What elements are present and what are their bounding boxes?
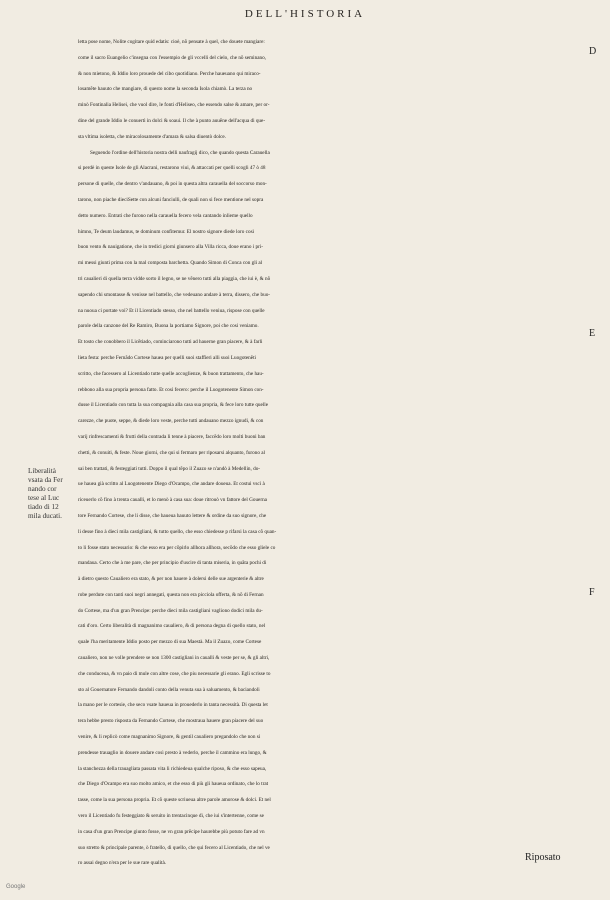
text-line: sta vltima isoletta, che miracolosamente d'amara & salsa diuentò dolce. bbox=[78, 133, 227, 140]
text-line: la mano per le cortesie, che seco vsate haueua in prouederlo in tanta necessità. Di questa let bbox=[78, 702, 268, 709]
margin-letter-f: F bbox=[589, 587, 595, 598]
running-header: DELL'HISTORIA bbox=[244, 8, 366, 20]
text-line: na nuoua ci portate voi? Et il Licentiado stesso, che nel battello veniua, rispose con quelle bbox=[78, 307, 265, 314]
margin-note-line: tese al Luc bbox=[28, 494, 60, 502]
text-line: to li fosse stato necessario: & che esso era per cõpirlo allhora allhora, secõdo che esso gliele co bbox=[78, 544, 276, 551]
text-line: suo stretto & principale parente, ò fratello, di quello, che qui fecero al Licentiado, che nel ve bbox=[78, 844, 270, 851]
text-line: quale l'ha meritamente Iddio posto per mezzo di sua Maestà. Ma il Zuazo, come Cortese bbox=[78, 639, 262, 646]
text-line: in casa d'un gran Prencipe giunto fosse, ne vn gran prẽcipe haurebbe più potuto fare ad vn bbox=[78, 828, 265, 835]
margin-letter-e: E bbox=[589, 328, 596, 339]
text-line: tera hebbe presto risposta da Fernando Cortese, che mostraua hauere gran piacere del suo bbox=[78, 718, 264, 725]
text-line: tarono, non piache dieciSette con alcuni fanciulli, de quali non si fece mentione nel sopra bbox=[78, 196, 264, 203]
text-line: ro assai degno n'era per le sue rare qualità. bbox=[78, 860, 167, 867]
text-line: dusse il Licentiado con tutta la sua compagnia alla casa sua propria, & fece loro tutte quelle bbox=[78, 402, 268, 409]
body-text bbox=[78, 35, 586, 872]
margin-note-line: nando cor bbox=[28, 485, 57, 493]
text-line: mi messi giunti prima con la mal composta barchetta. Quando Simon di Conca con gli al bbox=[78, 260, 263, 267]
text-line: vero il Licentiado fu festeggiato & seruito in trentacinque dì, che iui s'intertenne, come se bbox=[78, 813, 264, 820]
text-line: himno, Te deum laudamus, te dominum confitemur. El nostro signore diede loro così bbox=[78, 228, 255, 235]
text-line: mandaua. Certo che à me pare, che per principio d'uscire di tanta miseria, in quãta pochi di bbox=[78, 560, 267, 567]
text-line: robe perdute con tanti suoi negri annegati, questa non era picciola offerta, & nõ di Fernan bbox=[78, 591, 264, 598]
text-line: la stanchezza della trauagliata passata vita li richiedeua qualche riposo, & che esso sapeua, bbox=[78, 765, 267, 772]
text-line: persone di quelle, che dentro v'andauano, & poi in questa altra carauella del soccorso mon- bbox=[78, 181, 267, 188]
text-line: che Diego d'Ocampo era suo molto amico, et che esso di più gli haueua ordinato, che lo trat bbox=[78, 781, 269, 788]
text-line: caualiero, non ne volle prendere se non 1300 castigliani in caualli & veste per se, & gli altri, bbox=[78, 655, 270, 662]
text-line: ue hauea già scritto al Luogotenente Diego d'Ocampo, che andare doueua. Et costui vscì à bbox=[78, 481, 265, 488]
margin-note-line: mila ducati. bbox=[28, 512, 62, 520]
text-line: sto al Gouernatore Fernando dandoli conto della venuta sua à saluamento, & baciandoli bbox=[78, 686, 260, 693]
text-line: si perdè in queste Isole de gli Alacrani, restarono viui, & attaccati per quelli scogli 47 ò 48 bbox=[78, 165, 266, 172]
catchword: Riposato bbox=[525, 852, 561, 863]
text-line: cati d'oro. Certo liberalità di magnanimo caualiero, & di persona degna di quello stato, nel bbox=[78, 623, 266, 630]
text-line: sai ben trattati, & festeggiati tutti. Doppo il qual tẽpo il Zuazo se n'andò à Medellin, do- bbox=[78, 465, 261, 472]
text-line: parole della canzone del Re Ramiro, Buona la portiamo Signore, poi che cosi veniamo. bbox=[78, 323, 259, 330]
text-line: Seguendo l'ordine dell'historia nostra delli naufragij dico, che quando questa Carauella bbox=[90, 149, 270, 156]
footer-watermark: Google bbox=[6, 884, 26, 890]
text-line: do Cortese, ma d'un gran Prencipe: perche dieci mila castigliani vagliono dodici mila du- bbox=[78, 607, 263, 614]
text-line: sapendo chi smontasse & venisse nel battello, che vedeuano andare à terra, dissero, che buo- bbox=[78, 291, 271, 298]
margin-note bbox=[28, 467, 74, 521]
text-line: carezze, che puote, seppe, & diede loro veste, perche tutti andauano mezzo ignudi, & con bbox=[78, 418, 264, 425]
text-line: venire, & li replicò come magnanimo Signore, & gentil caualiero pregandolo che non si bbox=[78, 734, 261, 741]
margin-note-line: vsata da Fer bbox=[28, 476, 63, 484]
text-line: tasse, come la sua persona propria. Et cõ queste scriueua altre parole amorose & dolci. Et nel bbox=[78, 797, 271, 804]
text-line: Et tosto che conobbero il Licẽtiado, cominciarono tutti ad hauerne gran piacere, & à farli bbox=[78, 339, 263, 346]
margin-note-line: Liberalità bbox=[28, 467, 56, 475]
text-line: varij rinfrescamenti & frutti della contrada li tenne à piacere, faccẽdo loro molti buoni ban bbox=[78, 433, 266, 440]
text-line: come il sacro Euangelio c'insegna con l'essempio de gli vccelli del cielo, che nõ seminano, bbox=[78, 54, 266, 61]
text-line: minò Fontinalia Helisei, che vuol dire, le fonti d'Heliseo, che essendo salse & amare, per or- bbox=[78, 102, 270, 109]
text-line: prendesse trauaglio in douere andare così presto à vederlo, perche il cammino era lungo, & bbox=[78, 749, 267, 756]
text-line: riceuerlo cõ fino à trenta caualli, et lo menò à casa sua: doue ritrouò vn fattore del Gouerna bbox=[78, 497, 267, 504]
text-line: che conduceua, & vn paio di mule con altre cose, che piu necessarie gli erano. Egli scrisse to bbox=[78, 670, 271, 677]
text-line: tore Fernando Cortese, che li disse, che haueua hauuto lettere & ordine da suo signore, che bbox=[78, 512, 267, 519]
margin-letter-d: D bbox=[589, 46, 597, 57]
text-line: lieta festa: perche Fernãdo Cortese hauea per quelli suoi staffieri alli suoi Luogotenẽti bbox=[78, 354, 256, 361]
text-line: rebbono alla sua propria persona fatto. Et così fecero: perche il Luogotenente Simon con- bbox=[78, 386, 264, 393]
text-line: scritto, che facessero al Licentiado tutte quelle accoglienze, & buon trattamento, che hau- bbox=[78, 370, 264, 377]
text-line: chetti, & conuiti, & feste. Noue giorni, che qui si fermaro per riposarsi alquanto, furono al bbox=[78, 449, 265, 456]
text-line: losamẽte hauuto che mangiare, di questo nome la seconda Isola chiamò. La terza no bbox=[78, 86, 253, 93]
text-line: à dietro questo Caualiero era stato, & per non hauere à dolersi delle sue argenterie & altre bbox=[78, 576, 264, 583]
text-line: dine del grande Iddio le conuertì in dolci & soaui. Il che à punto auuẽne dell'acqua di que- bbox=[78, 117, 266, 124]
text-line: li desse fino à dieci mila castigliani, & tutto quello, che esso chiedesse p rifarsi la casa cõ quan- bbox=[78, 528, 277, 535]
text-line: tri caualieri di quella terra vidde sorto il legno, se ne vẽnero tutti alla piaggia, che iui è, & nõ bbox=[78, 275, 271, 282]
text-line: & non mietono, & Iddio loro prouede del cibo quotidiano. Perche haueuano qui miraco- bbox=[78, 70, 261, 77]
text-line: letta pose nome, Nolite cogitare quid edatis: cioè, nõ pensate à quel, che douete mangiare: bbox=[78, 39, 265, 45]
margin-note-line: tiado di 12 bbox=[28, 503, 59, 511]
text-line: buon vento & nauigatione, che in tredici giorni giunsero alla Villa ricca, doue erano i pri- bbox=[78, 244, 263, 251]
text-line: detto numero. Entrati che furono nella carauella fecero vela cantando inlieme quello bbox=[78, 212, 253, 219]
